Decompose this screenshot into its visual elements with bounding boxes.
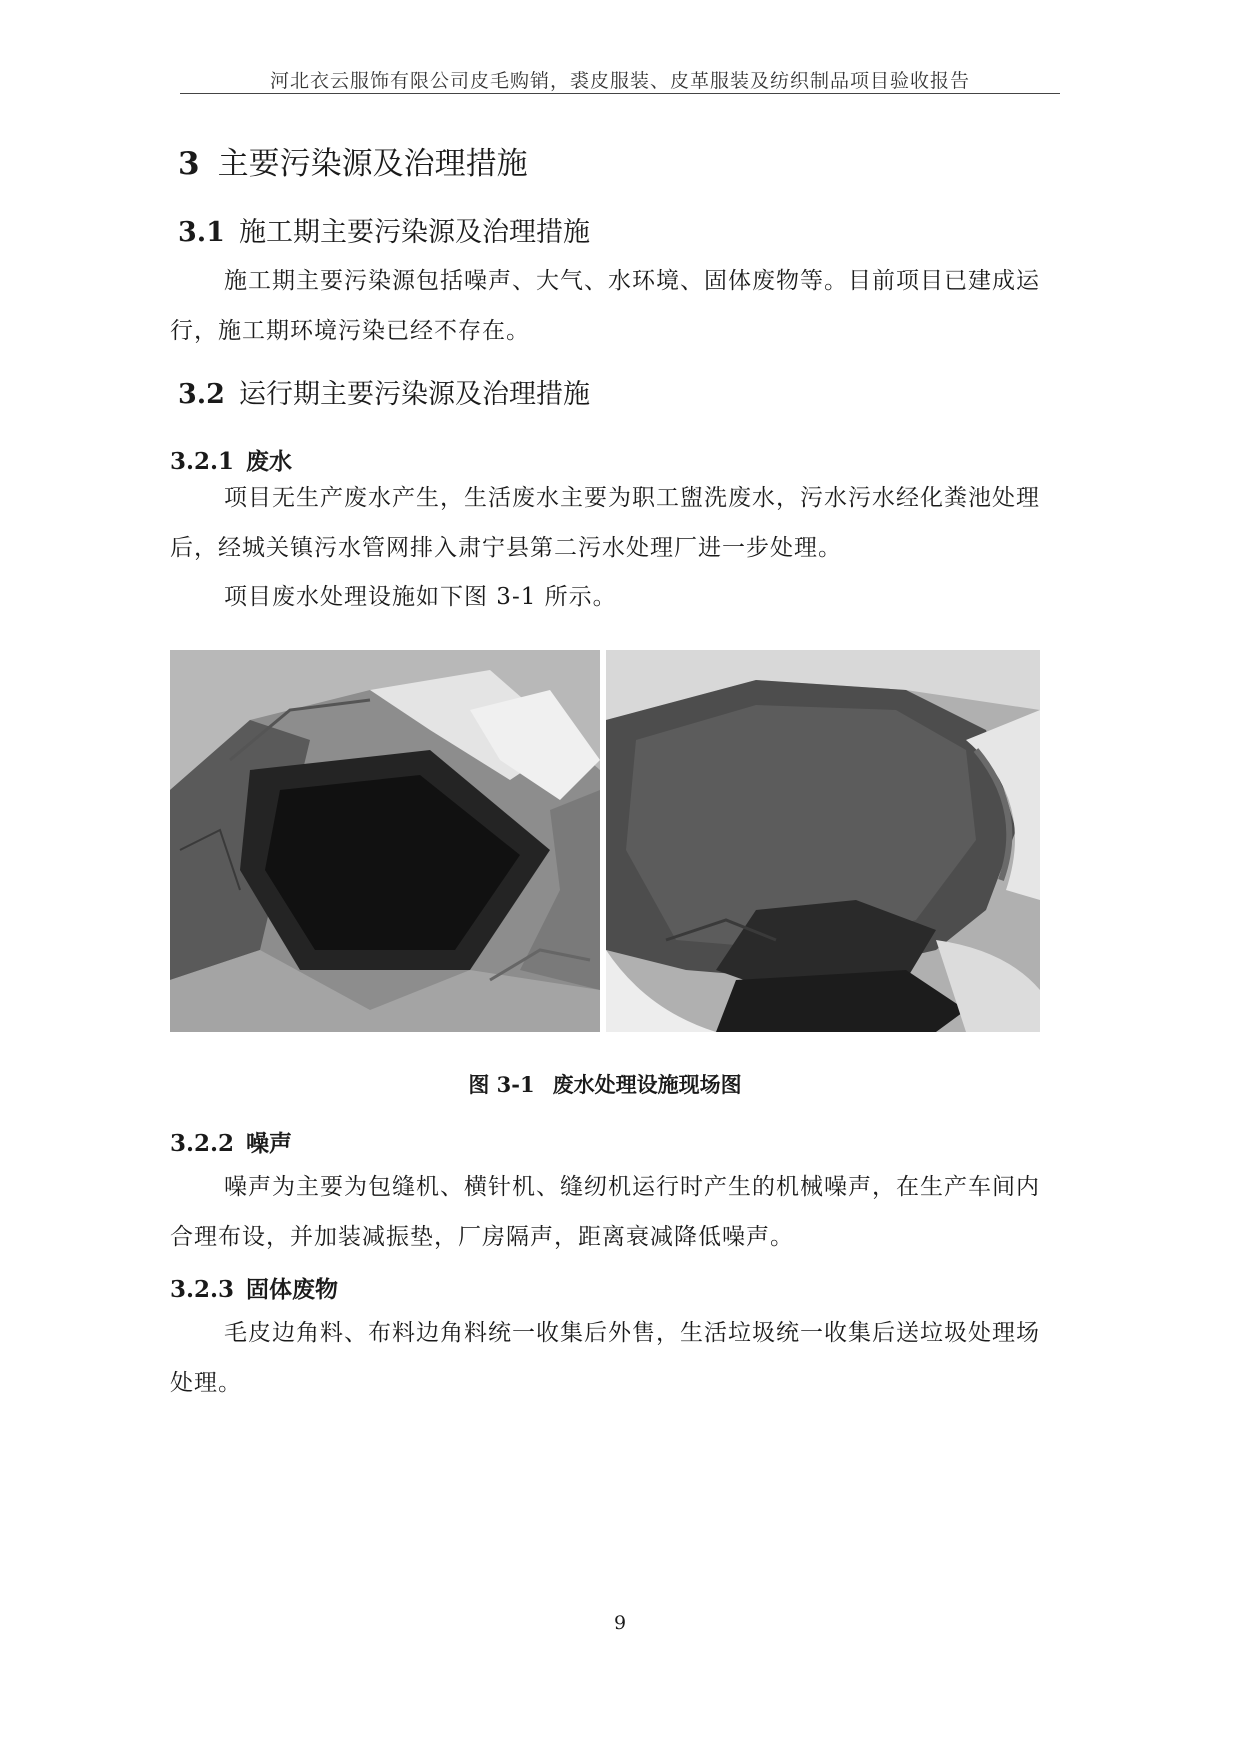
section-3-2-2-title: 噪声 <box>246 1130 293 1157</box>
section-3-2-3-title: 固体废物 <box>246 1276 339 1303</box>
section-3-2-3-number: 3.2.3 <box>170 1276 235 1303</box>
section-3-title: 主要污染源及治理措施 <box>217 146 528 182</box>
section-3-2-1-paragraph-2: 项目废水处理设施如下图 3-1 所示。 <box>224 584 617 610</box>
figure-caption-text: 废水处理设施现场图 <box>552 1072 742 1097</box>
section-3-2-2-paragraph: 噪声为主要为包缝机、横针机、缝纫机运行时产生的机械噪声，在生产车间内合理布设，并加装减振垫，厂房隔声，距离衰减降低噪声。 <box>170 1174 1040 1250</box>
section-3-heading <box>178 138 528 183</box>
section-3-2-1-paragraph-1: 项目无生产废水产生，生活废水主要为职工盥洗废水，污水污水经化粪池处理后，经城关镇污水管网排入肃宁县第二污水处理厂进一步处理。 <box>170 485 1040 561</box>
septic-tank-photo-left <box>170 650 600 1032</box>
figure-number: 图 3-1 <box>468 1072 535 1097</box>
section-3-2-1-title: 废水 <box>246 448 293 475</box>
section-3-2-heading <box>178 372 590 411</box>
section-3-2-1-heading <box>170 443 292 476</box>
section-3-1-title: 施工期主要污染源及治理措施 <box>238 217 590 248</box>
header-divider <box>180 93 1060 94</box>
section-3-2-1-number: 3.2.1 <box>170 448 235 475</box>
section-3-1-paragraph: 施工期主要污染源包括噪声、大气、水环境、固体废物等。目前项目已建成运行，施工期环境污染已经不存在。 <box>170 268 1040 344</box>
running-header: 河北衣云服饰有限公司皮毛购销，裘皮服装、皮革服装及纺织制品项目验收报告 <box>269 70 970 92</box>
section-3-1-heading <box>178 210 590 249</box>
section-3-2-title: 运行期主要污染源及治理措施 <box>238 379 590 410</box>
figure-3-1 <box>170 650 1040 1032</box>
figure-3-1-caption <box>170 1069 1040 1099</box>
section-3-2-number: 3.2 <box>178 379 225 410</box>
section-3-2-3-heading <box>170 1271 338 1304</box>
section-3-2-3-paragraph: 毛皮边角料、布料边角料统一收集后外售，生活垃圾统一收集后送垃圾处理场处理。 <box>170 1320 1040 1396</box>
page-number: 9 <box>613 1612 627 1634</box>
section-3-number: 3 <box>178 146 200 182</box>
septic-tank-photo-right <box>606 650 1040 1032</box>
section-3-2-2-number: 3.2.2 <box>170 1130 235 1157</box>
section-3-2-2-heading <box>170 1125 292 1158</box>
section-3-1-number: 3.1 <box>178 217 225 248</box>
